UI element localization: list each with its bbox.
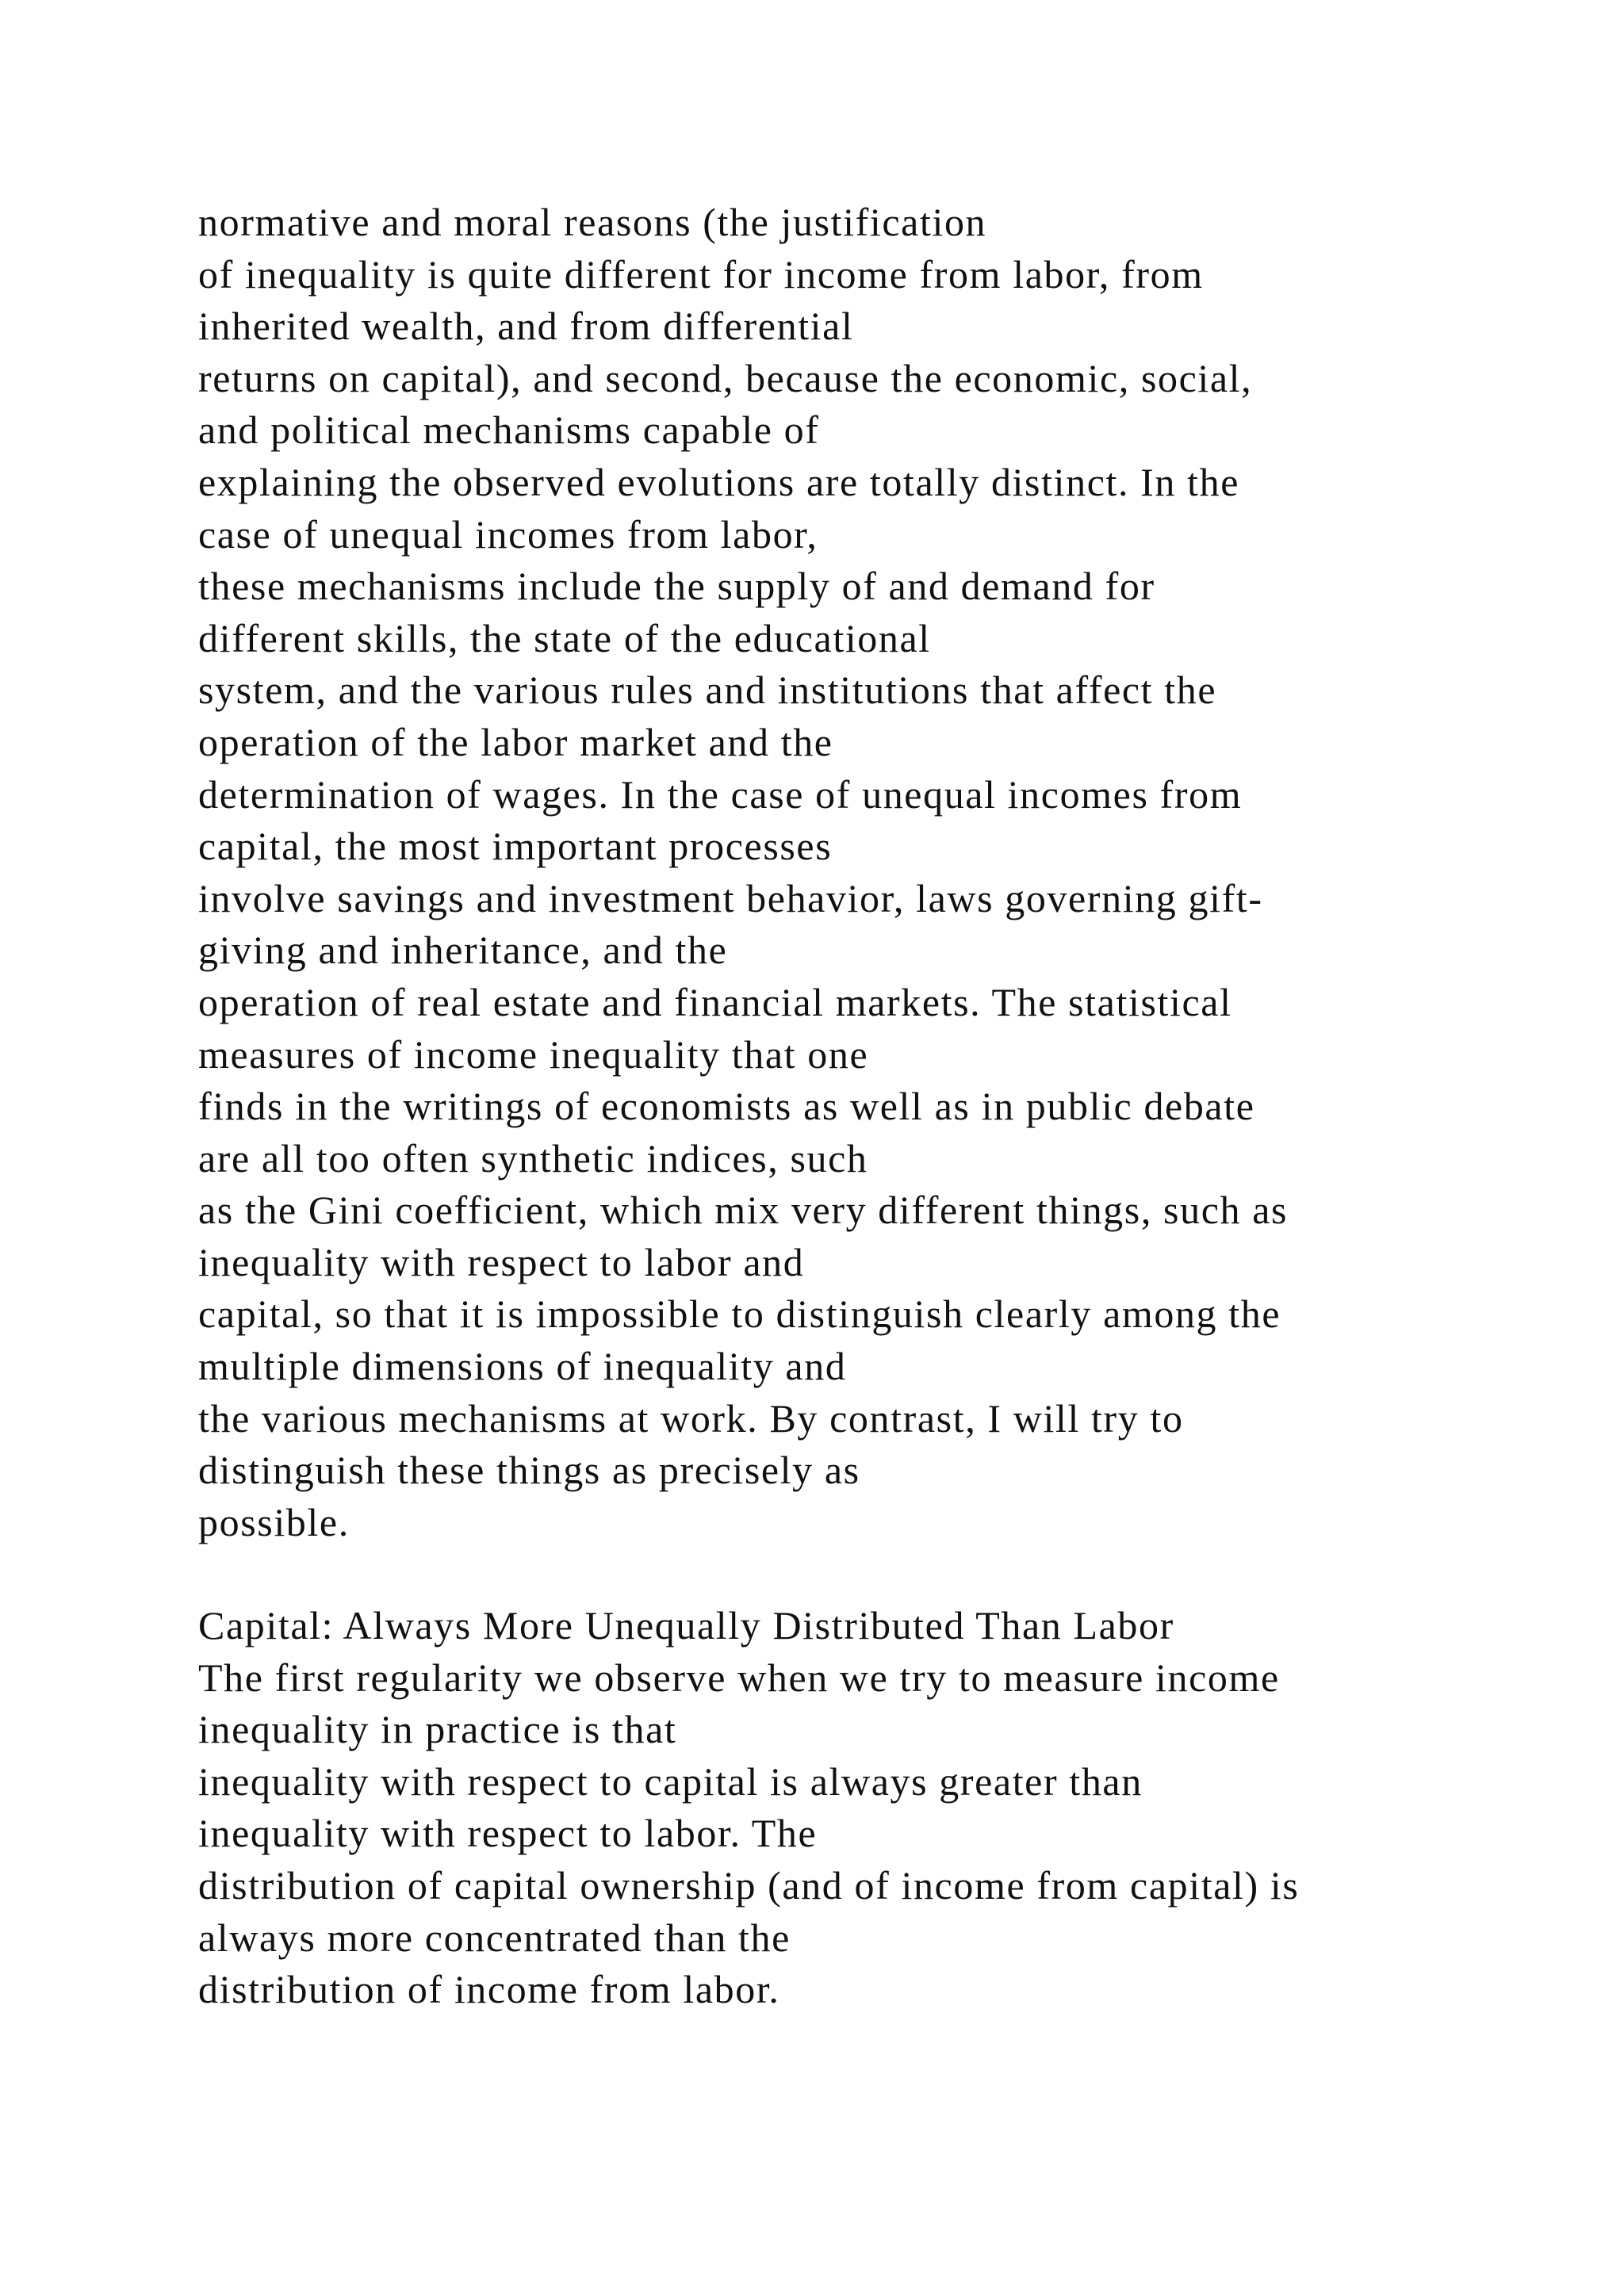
text-line: operation of real estate and financial markets. The statistical [198, 979, 1232, 1024]
text-line: system, and the various rules and institutions that affect the [198, 668, 1217, 713]
text-line: The first regularity we observe when we try to measure income [198, 1655, 1280, 1700]
text-line: determination of wages. In the case of unequal incomes from [198, 771, 1243, 817]
text-line: inequality with respect to labor. The [198, 1811, 818, 1856]
text-line: involve savings and investment behavior, laws governing gift- [198, 875, 1263, 920]
text-line: explaining the observed evolutions are totally distinct. In the [198, 459, 1240, 504]
section-heading: Capital: Always More Unequally Distributed Than Labor [198, 1603, 1174, 1647]
text-line: returns on capital), and second, because the economic, social, [198, 355, 1253, 400]
body-paragraph [198, 1600, 1546, 2016]
text-line: of inequality is quite different for income from labor, from [198, 251, 1204, 297]
text-line: as the Gini coefficient, which mix very different things, such as [198, 1188, 1289, 1233]
text-line: normative and moral reasons (the justification [198, 200, 987, 244]
text-line: inequality in practice is that [198, 1707, 677, 1752]
text-line: distribution of capital ownership (and of income from capital) is [198, 1862, 1300, 1908]
text-line: inequality with respect to labor and [198, 1239, 805, 1284]
text-line: different skills, the state of the educational [198, 615, 931, 660]
text-line: are all too often synthetic indices, such [198, 1135, 868, 1181]
text-line: distribution of income from labor. [198, 1967, 780, 2012]
text-line: these mechanisms include the supply of and demand for [198, 564, 1155, 609]
text-line: inherited wealth, and from differential [198, 304, 854, 349]
text-line: and political mechanisms capable of [198, 408, 820, 453]
text-line: possible. [198, 1499, 350, 1544]
text-line: case of unequal incomes from labor, [198, 511, 818, 557]
text-line: always more concentrated than the [198, 1915, 791, 1960]
text-line: inequality with respect to capital is always greater than [198, 1758, 1143, 1804]
text-line: capital, the most important processes [198, 824, 833, 869]
text-line: distinguish these things as precisely as [198, 1448, 860, 1493]
text-line: giving and inheritance, and the [198, 928, 728, 973]
text-line: the various mechanisms at work. By contrast, I will try to [198, 1395, 1184, 1441]
text-line: finds in the writings of economists as well as in public debate [198, 1084, 1255, 1129]
text-line: multiple dimensions of inequality and [198, 1344, 847, 1389]
text-line: capital, so that it is impossible to distinguish clearly among the [198, 1292, 1281, 1337]
body-paragraph [198, 197, 1546, 1548]
text-line: operation of the labor market and the [198, 719, 833, 764]
text-line: measures of income inequality that one [198, 1031, 869, 1077]
